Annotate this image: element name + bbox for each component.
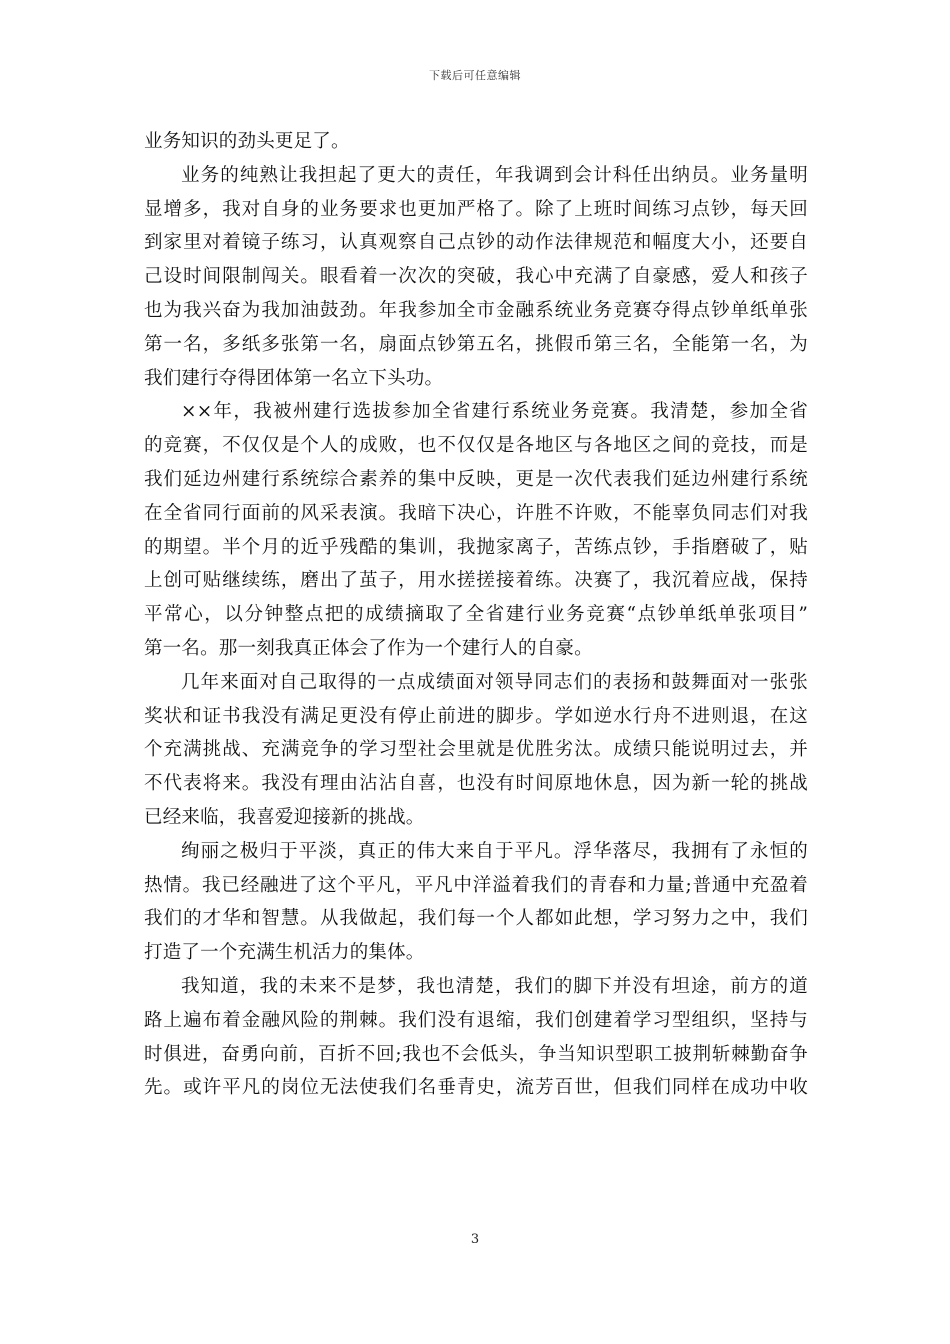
text-line: 时俱进，奋勇向前，百折不回;我也不会低头，争当知识型职工披荆斩棘勤奋争 [144, 1043, 808, 1065]
text-line: 不代表将来。我没有理由沾沾自喜，也没有时间原地休息，因为新一轮的挑战 [144, 773, 808, 795]
page-header: 下载后可任意编辑 [429, 69, 521, 82]
text-line: 的期望。半个月的近乎残酷的集训，我抛家离子，苦练点钞，手指磨破了，贴 [144, 536, 808, 558]
text-line: 显增多，我对自身的业务要求也更加严格了。除了上班时间练习点钞，每天回 [144, 198, 808, 220]
text-line: 绚丽之极归于平淡，真正的伟大来自于平凡。浮华落尽，我拥有了永恒的 [181, 840, 808, 862]
text-line: 我们的才华和智慧。从我做起，我们每一个人都如此想，学习努力之中，我们 [144, 908, 808, 930]
text-line: 几年来面对自己取得的一点成绩面对领导同志们的表扬和鼓舞面对一张张 [181, 671, 808, 693]
text-line: 己设时间限制闯关。眼看着一次次的突破，我心中充满了自豪感，爱人和孩子 [144, 266, 808, 288]
text-line: 个充满挑战、充满竞争的学习型社会里就是优胜劣汰。成绩只能说明过去，并 [144, 739, 808, 761]
text-line: 我们建行夺得团体第一名立下头功。 [144, 367, 444, 389]
text-line: 上创可贴继续练，磨出了茧子，用水搓搓接着练。决赛了，我沉着应战，保持 [144, 570, 808, 592]
text-line: 在全省同行面前的风采表演。我暗下决心，许胜不许败，不能辜负同志们对我 [144, 502, 808, 524]
page-number: 3 [470, 1232, 480, 1247]
text-line: 平常心，以分钟整点把的成绩摘取了全省建行业务竞赛“点钞单纸单张项目” [144, 604, 808, 626]
text-line: 业务的纯熟让我担起了更大的责任，年我调到会计科任出纳员。业务量明 [181, 164, 808, 186]
text-line: 路上遍布着金融风险的荆棘。我们没有退缩，我们创建着学习型组织，坚持与 [144, 1009, 808, 1031]
text-line: 到家里对着镜子练习，认真观察自己点钞的动作法律规范和幅度大小，还要自 [144, 232, 808, 254]
text-line: 我知道，我的未来不是梦，我也清楚，我们的脚下并没有坦途，前方的道 [181, 975, 808, 997]
text-line: 第一名。那一刻我真正体会了作为一个建行人的自豪。 [144, 637, 593, 659]
text-line: 热情。我已经融进了这个平凡，平凡中洋溢着我们的青春和力量;普通中充盈着 [144, 874, 808, 896]
text-line: 业务知识的劲头更足了。 [144, 131, 350, 152]
text-line: 已经来临，我喜爱迎接新的挑战。 [144, 806, 425, 828]
text-line: 第一名，多纸多张第一名，扇面点钞第五名，挑假币第三名，全能第一名，为 [144, 333, 808, 355]
text-line: 打造了一个充满生机活力的集体。 [144, 942, 425, 964]
text-line: 也为我兴奋为我加油鼓劲。年我参加全市金融系统业务竞赛夺得点钞单纸单张 [144, 299, 808, 321]
text-line: 先。或许平凡的岗位无法使我们名垂青史，流芳百世，但我们同样在成功中收 [144, 1077, 808, 1099]
text-line: 奖状和证书我没有满足更没有停止前进的脚步。学如逆水行舟不进则退，在这 [144, 705, 808, 727]
text-line: ××年，我被州建行选拔参加全省建行系统业务竞赛。我清楚，参加全省 [181, 401, 808, 423]
document-body [144, 125, 808, 1105]
text-line: 的竞赛，不仅仅是个人的成败，也不仅仅是各地区与各地区之间的竞技，而是 [144, 435, 808, 457]
text-line: 我们延边州建行系统综合素养的集中反映，更是一次代表我们延边州建行系统 [144, 468, 808, 490]
